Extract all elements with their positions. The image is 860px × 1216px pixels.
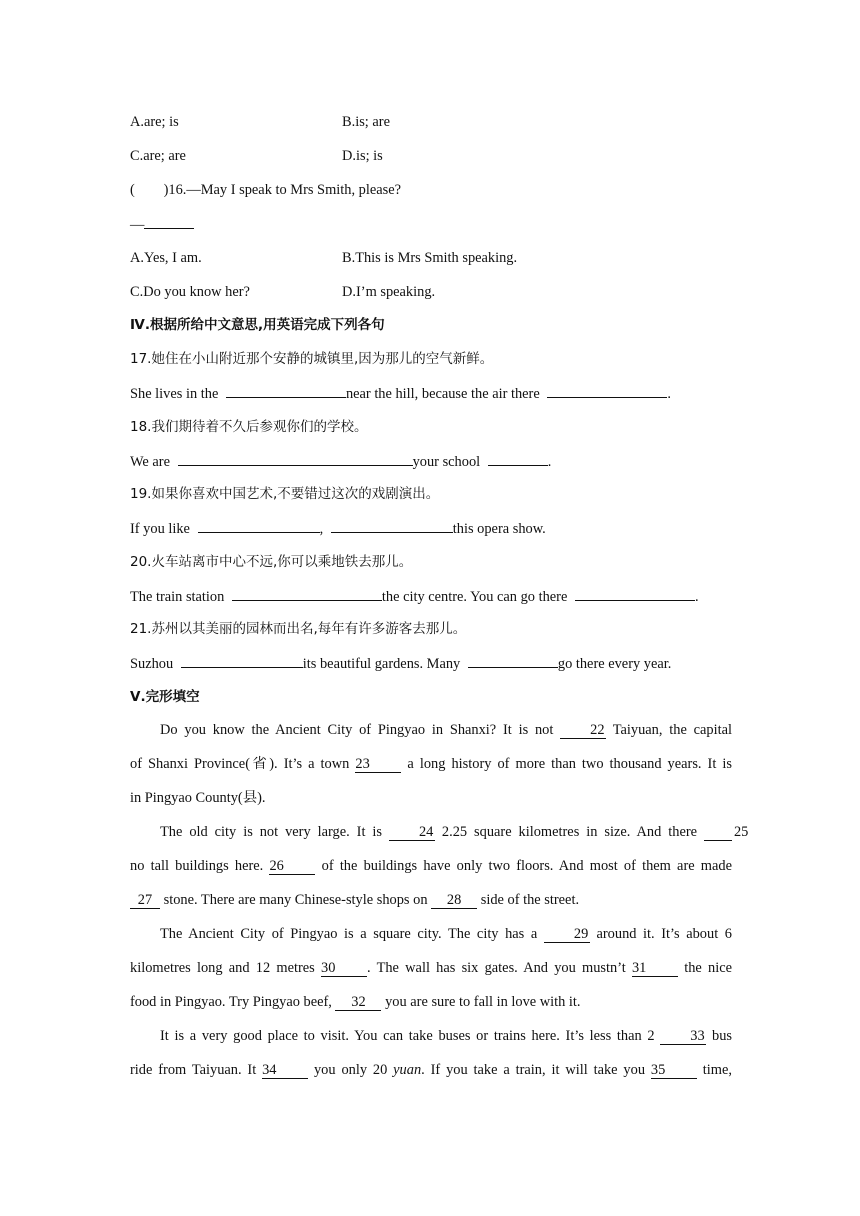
q16-option-a: A.Yes, I am. [130, 250, 202, 266]
q18-sentence: We are your school . [130, 451, 551, 472]
q16-option-row-1 [130, 248, 518, 268]
q15-option-c: C.are; are [130, 148, 186, 164]
q19-blank-1[interactable] [198, 518, 320, 533]
section-5-title: Ⅴ.完形填空 [130, 689, 200, 705]
q18-blank-1[interactable] [178, 451, 413, 466]
q15-option-a: A.are; is [130, 114, 179, 130]
cloze-para-4-line-1: It is a very good place to visit. You can take buses or trains here. It’s less than 2 33 bus [160, 1028, 732, 1044]
cloze-para-3-line-2: kilometres long and 12 metres 30 . The wall has six gates. And you mustn’t 31 the nice [130, 960, 732, 976]
q21-chinese: 21.苏州以其美丽的园林而出名,每年有许多游客去那儿。 [130, 621, 467, 637]
q16-blank[interactable] [144, 214, 194, 229]
q20-sentence: The train station the city centre. You can go there . [130, 586, 699, 607]
cloze-para-1-line-3: in Pingyao County(县). [130, 790, 266, 806]
q16-option-d: D.I’m speaking. [342, 284, 436, 300]
cloze-para-1-line-2: of Shanxi Province(省). It’s a town 23 a long history of more than two thousand years. It is [130, 756, 732, 772]
cloze-para-3-line-3: food in Pingyao. Try Pingyao beef, 32 you are sure to fall in love with it. [130, 994, 581, 1010]
cloze-para-2-line-2: no tall buildings here. 26 of the buildings have only two floors. And most of them are made [130, 858, 732, 874]
q16-reply [130, 214, 194, 235]
q18-blank-2[interactable] [488, 451, 548, 466]
cloze-passage [130, 713, 749, 1087]
cloze-blank-29[interactable]: 29 [544, 926, 590, 943]
q18-chinese: 18.我们期待着不久后参观你们的学校。 [130, 419, 368, 435]
q19-blank-2[interactable] [331, 518, 453, 533]
cloze-blank-33[interactable]: 33 [660, 1028, 706, 1045]
cloze-para-2-line-3: 27 stone. There are many Chinese-style shops on 28 side of the street. [130, 883, 732, 917]
cloze-blank-26[interactable]: 26 [269, 858, 315, 875]
q20-chinese: 20.火车站离市中心不远,你可以乘地铁去那儿。 [130, 554, 413, 570]
cloze-blank-27[interactable]: 27 [130, 892, 160, 909]
answer-paren: ( ) [130, 182, 169, 198]
cloze-blank-28[interactable]: 28 [431, 892, 477, 909]
q15-option-row-1 [130, 112, 390, 132]
q21-blank-1[interactable] [181, 653, 303, 668]
cloze-blank-32[interactable]: 32 [335, 994, 381, 1011]
cloze-para-4-line-2: ride from Taiyuan. It 34 you only 20 yuan. If you take a train, it will take you 35 time, [130, 1062, 732, 1078]
q16-question: 16.—May I speak to Mrs Smith, please? [168, 182, 401, 198]
q21-blank-2[interactable] [468, 653, 558, 668]
q19-chinese: 19.如果你喜欢中国艺术,不要错过这次的戏剧演出。 [130, 486, 440, 502]
cloze-blank-35[interactable]: 35 [651, 1062, 697, 1079]
q17-sentence: She lives in the near the hill, because the air there . [130, 383, 671, 404]
q17-blank-1[interactable] [226, 383, 346, 398]
q16-option-b: B.This is Mrs Smith speaking. [342, 250, 518, 266]
q16-option-row-2 [130, 282, 436, 302]
cloze-blank-23[interactable]: 23 [355, 756, 401, 773]
cloze-blank-24[interactable]: 24 [389, 824, 435, 841]
cloze-para-2-line-1: The old city is not very large. It is 24 2.25 square kilometres in size. And there 25 [160, 824, 749, 840]
cloze-blank-22[interactable]: 22 [560, 722, 606, 739]
cloze-blank-31[interactable]: 31 [632, 960, 678, 977]
q19-sentence: If you like , this opera show. [130, 518, 546, 539]
q17-chinese: 17.她住在小山附近那个安静的城镇里,因为那儿的空气新鲜。 [130, 351, 494, 367]
cloze-blank-30[interactable]: 30 [321, 960, 367, 977]
q15-option-row-2 [130, 146, 383, 166]
q15-option-b: B.is; are [342, 114, 390, 130]
q20-blank-1[interactable] [232, 586, 382, 601]
cloze-para-1-line-1: Do you know the Ancient City of Pingyao in Shanxi? It is not 22 Taiyuan, the capital [160, 722, 732, 738]
reply-dash: — [130, 217, 145, 233]
q20-blank-2[interactable] [575, 586, 695, 601]
cloze-blank-34[interactable]: 34 [262, 1062, 308, 1079]
q17-blank-2[interactable] [547, 383, 667, 398]
cloze-blank-25[interactable]: 25 [704, 824, 732, 841]
section-4-title: Ⅳ.根据所给中文意思,用英语完成下列各句 [130, 317, 385, 333]
q21-sentence: Suzhou its beautiful gardens. Many go there every year. [130, 653, 671, 674]
q16-stem [130, 180, 401, 200]
q15-option-d: D.is; is [342, 148, 383, 164]
q16-option-c: C.Do you know her? [130, 284, 250, 300]
cloze-para-3-line-1: The Ancient City of Pingyao is a square city. The city has a 29 around it. It’s about 6 [160, 926, 732, 942]
